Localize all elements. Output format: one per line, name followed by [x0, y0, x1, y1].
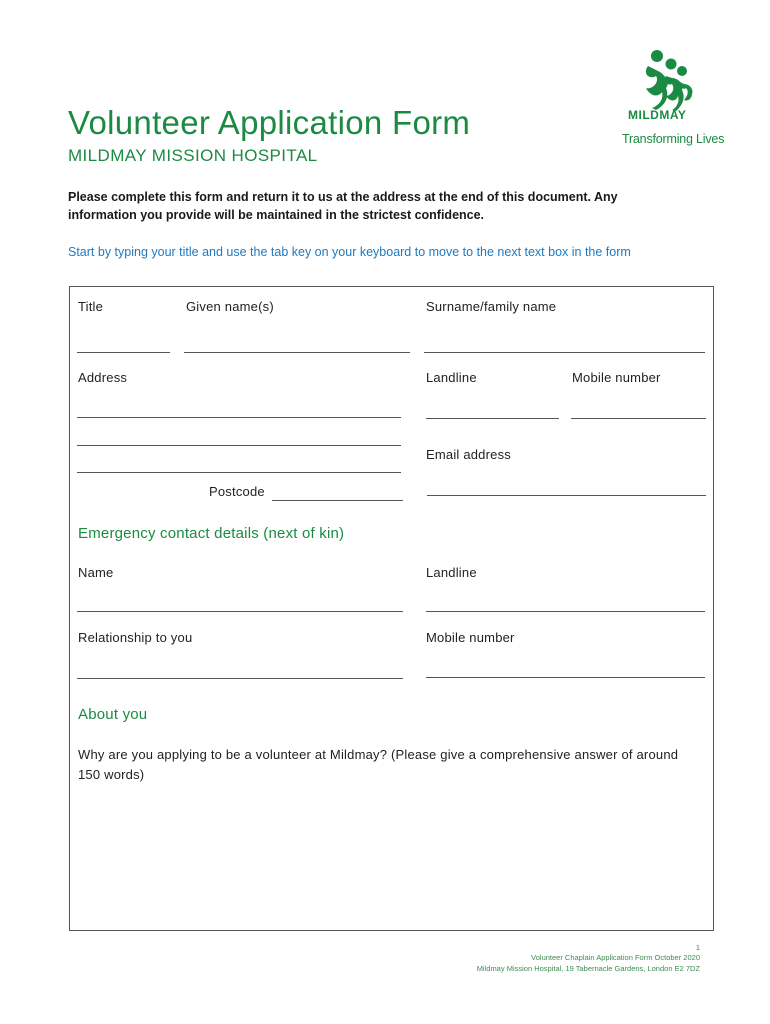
landline-input[interactable]: [426, 403, 559, 419]
logo-name: MILDMAY: [628, 108, 687, 122]
footer-address-line: Mildmay Mission Hospital, 19 Tabernacle Gardens, London E2 7DZ: [476, 964, 700, 973]
postcode-input[interactable]: [272, 485, 403, 501]
logo-tagline: Transforming Lives: [622, 132, 725, 146]
relationship-input[interactable]: [77, 663, 403, 679]
title-label: Title: [78, 299, 104, 314]
emergency-landline-label: Landline: [426, 565, 477, 580]
emergency-landline-input[interactable]: [426, 596, 705, 612]
page-title: Volunteer Application Form: [68, 104, 471, 141]
address-line-3-input[interactable]: [77, 457, 401, 473]
postcode-label: Postcode: [209, 484, 265, 499]
emergency-name-label: Name: [78, 565, 114, 580]
surname-label: Surname/family name: [426, 299, 557, 314]
landline-label: Landline: [426, 370, 477, 385]
email-label: Email address: [426, 447, 511, 462]
emergency-mobile-label: Mobile number: [426, 630, 515, 645]
mobile-input[interactable]: [571, 403, 706, 419]
instruction-text: Start by typing your title and use the tab key on your keyboard to move to the next text box in the form: [68, 245, 631, 259]
given-name-label: Given name(s): [186, 299, 274, 314]
footer-doc-line: Volunteer Chaplain Application Form October 2020: [531, 953, 700, 962]
about-question: Why are you applying to be a volunteer at Mildmay? (Please give a comprehensive answer of around 150 words): [78, 747, 679, 782]
title-input[interactable]: [77, 337, 170, 353]
emergency-name-input[interactable]: [77, 596, 403, 612]
intro-text: Please complete this form and return it to us at the address at the end of this document. Any information you provide will be maintained in the strictest confidence.: [68, 190, 618, 222]
relationship-label: Relationship to you: [78, 630, 193, 645]
emergency-mobile-input[interactable]: [426, 662, 705, 678]
page-number: 1: [695, 943, 700, 952]
address-line-1-input[interactable]: [77, 402, 401, 418]
surname-input[interactable]: [424, 337, 705, 353]
address-line-2-input[interactable]: [77, 430, 401, 446]
address-label: Address: [78, 370, 128, 385]
mobile-label: Mobile number: [572, 370, 661, 385]
page-subtitle: MILDMAY MISSION HOSPITAL: [68, 146, 318, 165]
given-name-input[interactable]: [184, 337, 410, 353]
about-heading: About you: [78, 706, 148, 723]
about-answer-textarea[interactable]: [78, 790, 703, 925]
emergency-heading: Emergency contact details (next of kin): [78, 525, 345, 542]
email-input[interactable]: [427, 480, 706, 496]
